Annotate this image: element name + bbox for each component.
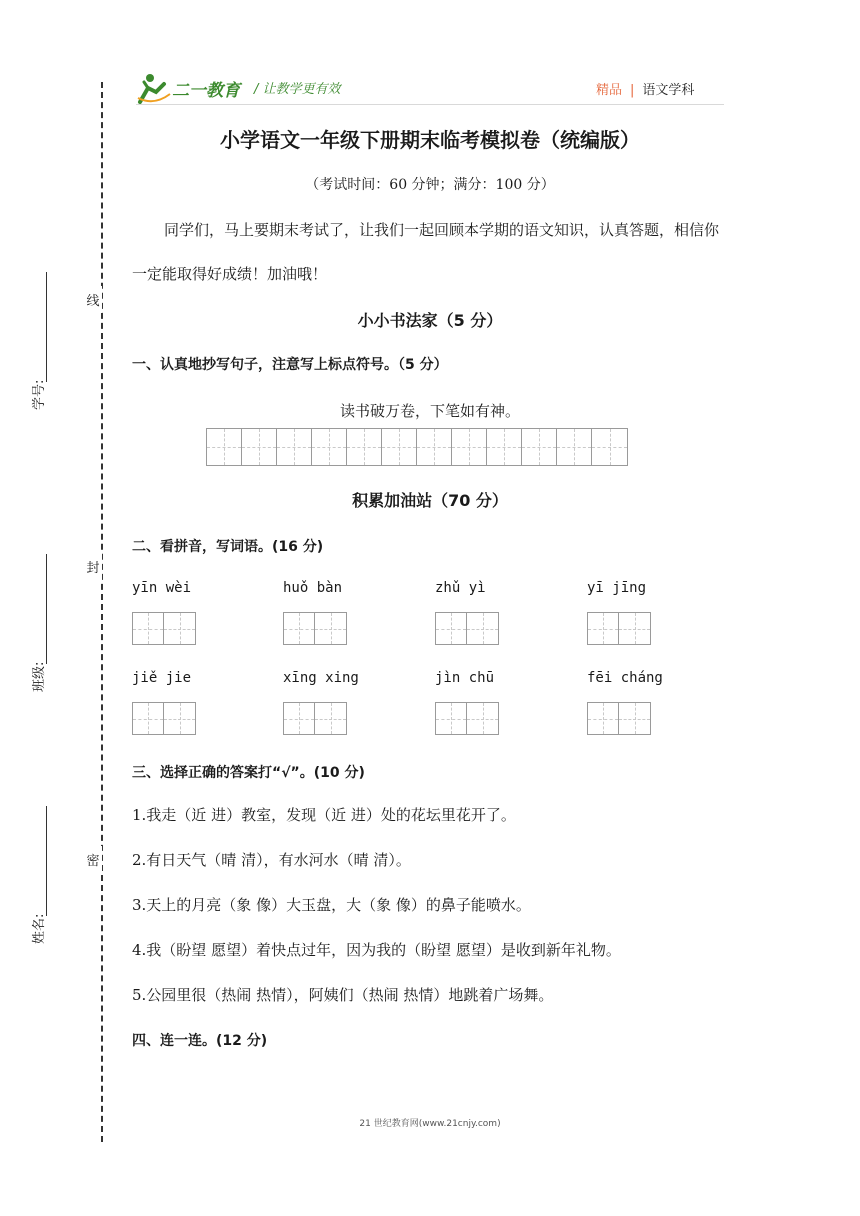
grid-cell[interactable] <box>382 429 417 465</box>
answer-cell[interactable] <box>436 703 467 734</box>
name-line <box>46 806 47 916</box>
pinyin-item <box>283 580 423 645</box>
brand-slogan: / 让教学更有效 <box>254 82 341 97</box>
grid-cell[interactable] <box>277 429 312 465</box>
premium-tag: 精品 <box>596 83 623 98</box>
class-line <box>46 554 47 664</box>
grid-cell[interactable] <box>242 429 277 465</box>
copy-writing-grid[interactable] <box>206 428 628 466</box>
answer-boxes[interactable] <box>132 612 196 645</box>
pinyin-item <box>587 580 727 645</box>
pinyin-item <box>587 670 727 735</box>
choice-item-4: 4.我（盼望 愿望）着快点过年，因为我的（盼望 愿望）是收到新年礼物。 <box>132 941 621 959</box>
student-id-label: 学号: <box>32 379 47 410</box>
subject-tag: 语文学科 <box>642 83 695 98</box>
choice-item-3: 3.天上的月亮（象 像）大玉盘，大（象 像）的鼻子能喷水。 <box>132 896 531 914</box>
answer-cell[interactable] <box>315 703 346 734</box>
answer-cell[interactable] <box>164 703 195 734</box>
question-1: 一、认真地抄写句子，注意写上标点符号。（5 分） <box>132 357 448 373</box>
answer-cell[interactable] <box>284 703 315 734</box>
section-calligraphy-title: 小小书法家（5 分） <box>357 311 503 330</box>
question-4: 四、连一连。(12 分) <box>132 1033 268 1049</box>
choice-item-1: 1.我走（近 进）教室，发现（近 进）处的花坛里花开了。 <box>132 806 516 824</box>
binding-char-mi: 密 <box>84 846 102 873</box>
grid-cell[interactable] <box>347 429 382 465</box>
intro-paragraph: 同学们，马上要期末考试了，让我们一起回顾本学期的语文知识，认真答题，相信你一定能取得好成绩！加油哦！ <box>132 221 720 283</box>
answer-boxes[interactable] <box>132 702 196 735</box>
answer-cell[interactable] <box>467 703 498 734</box>
brand-logo <box>136 72 246 106</box>
page-title: 小学语文一年级下册期末临考模拟卷（统编版） <box>220 128 640 152</box>
student-id-line <box>46 272 47 382</box>
name-label: 姓名: <box>32 913 47 944</box>
pinyin-text: jìn chū <box>435 670 495 686</box>
grid-cell[interactable] <box>557 429 592 465</box>
answer-cell[interactable] <box>315 613 346 644</box>
grid-cell[interactable] <box>417 429 452 465</box>
answer-cell[interactable] <box>467 613 498 644</box>
choice-item-5: 5.公园里很（热闹 热情），阿姨们（热闹 热情）地跳着广场舞。 <box>132 986 554 1004</box>
class-field[interactable] <box>20 554 60 734</box>
pinyin-text: zhǔ yì <box>435 580 486 596</box>
answer-cell[interactable] <box>588 703 619 734</box>
question-2: 二、看拼音，写词语。(16 分) <box>132 539 324 555</box>
pinyin-item <box>132 670 272 735</box>
section-accumulation-title: 积累加油站（70 分） <box>352 491 508 510</box>
pinyin-text: fēi cháng <box>587 670 663 686</box>
answer-boxes[interactable] <box>283 612 347 645</box>
answer-cell[interactable] <box>164 613 195 644</box>
student-id-field[interactable] <box>20 272 60 452</box>
answer-cell[interactable] <box>588 613 619 644</box>
pinyin-item <box>283 670 423 735</box>
header-divider <box>136 104 724 105</box>
pinyin-text: yī jīng <box>587 580 647 596</box>
answer-cell[interactable] <box>133 703 164 734</box>
binding-char-feng: 封 <box>84 553 102 580</box>
answer-boxes[interactable] <box>587 612 651 645</box>
answer-cell[interactable] <box>133 613 164 644</box>
grid-cell[interactable] <box>312 429 347 465</box>
answer-cell[interactable] <box>619 613 650 644</box>
pinyin-text: huǒ bàn <box>283 580 343 596</box>
tag-separator: | <box>630 83 635 98</box>
pinyin-item <box>435 670 575 735</box>
answer-cell[interactable] <box>619 703 650 734</box>
exam-info: （考试时间：60 分钟；满分：100 分） <box>305 177 555 193</box>
grid-cell[interactable] <box>487 429 522 465</box>
pinyin-item <box>435 580 575 645</box>
answer-cell[interactable] <box>436 613 467 644</box>
binding-char-xian: 线 <box>84 286 102 313</box>
answer-boxes[interactable] <box>587 702 651 735</box>
pinyin-text: jiě jie <box>132 670 192 686</box>
grid-cell[interactable] <box>207 429 242 465</box>
pinyin-text: yīn wèi <box>132 580 192 596</box>
page-footer: 21 世纪教育网(www.21cnjy.com) <box>359 1119 501 1129</box>
answer-boxes[interactable] <box>435 702 499 735</box>
class-label: 班级: <box>32 661 47 692</box>
pinyin-text: xīng xing <box>283 670 359 686</box>
answer-boxes[interactable] <box>435 612 499 645</box>
brand-logo-block <box>136 72 376 106</box>
question-3: 三、选择正确的答案打“√”。(10 分) <box>132 765 365 781</box>
name-field[interactable] <box>20 806 60 986</box>
pinyin-item <box>132 580 272 645</box>
header-tag <box>596 79 694 98</box>
grid-cell[interactable] <box>522 429 557 465</box>
answer-boxes[interactable] <box>283 702 347 735</box>
answer-cell[interactable] <box>284 613 315 644</box>
choice-item-2: 2.有日天气（晴 清），有水河水（晴 清）。 <box>132 851 411 869</box>
copy-sentence: 读书破万卷，下笔如有神。 <box>339 402 520 420</box>
binding-dash-line <box>101 82 103 1142</box>
brand-name: 二一教育 <box>172 81 240 101</box>
grid-cell[interactable] <box>452 429 487 465</box>
grid-cell[interactable] <box>592 429 627 465</box>
